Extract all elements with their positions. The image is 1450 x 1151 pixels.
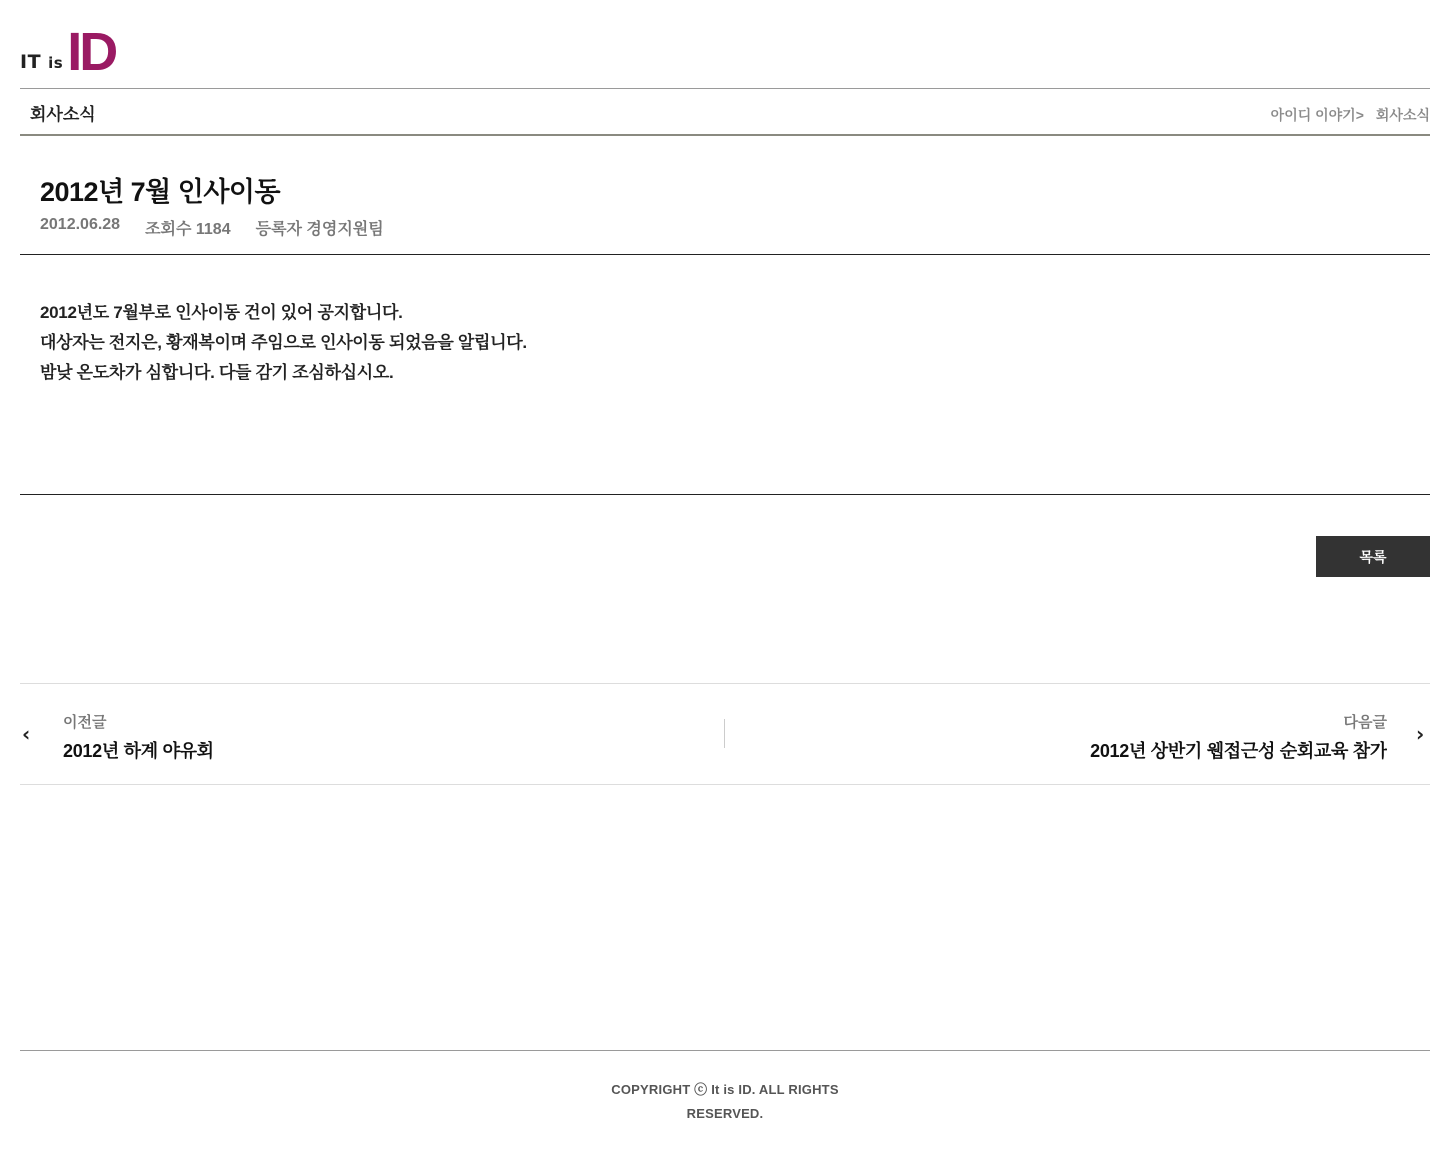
breadcrumb-item-story[interactable]: 아이디 이야기> <box>1270 107 1364 123</box>
post-title: 2012년 7월 인사이동 <box>40 177 281 207</box>
post-body-line: 대상자는 전지은, 황재복이며 주임으로 인사이동 되었음을 알립니다. <box>40 333 527 352</box>
post-views: 조회수 1184 <box>145 221 231 238</box>
copyright-line: RESERVED. <box>686 1106 764 1121</box>
footer-divider <box>20 1050 1430 1051</box>
prev-post-link[interactable]: 2012년 하계 야유회 <box>63 741 214 761</box>
post-body-line: 밤낮 온도차가 심합니다. 다들 감기 조심하십시오. <box>40 363 394 382</box>
post-meta <box>40 216 384 239</box>
post-date: 2012.06.28 <box>40 216 121 233</box>
logo-is: is <box>48 54 64 72</box>
prev-post-label: 이전글 <box>63 714 107 731</box>
nav-divider <box>724 719 725 748</box>
nav-top-divider <box>20 683 1430 684</box>
next-post-label: 다음글 <box>1343 714 1387 731</box>
section-bar <box>20 89 1430 135</box>
copyright <box>600 1078 850 1126</box>
logo-text-itis <box>20 53 63 72</box>
list-button[interactable]: 목록 <box>1316 536 1430 577</box>
site-logo[interactable] <box>20 21 116 82</box>
next-post-link[interactable]: 2012년 상반기 웹접근성 순회교육 참가 <box>1090 741 1387 761</box>
chevron-left-icon[interactable]: ‹ <box>22 722 31 746</box>
post-body <box>40 298 527 388</box>
section-title: 회사소식 <box>30 105 96 124</box>
post-body-divider <box>20 494 1430 495</box>
breadcrumb-item-news[interactable]: 회사소식 <box>1375 107 1430 123</box>
chevron-right-icon[interactable]: › <box>1416 722 1425 746</box>
post-body-line: 2012년도 7월부로 인사이동 건이 있어 공지합니다. <box>40 303 403 322</box>
nav-bottom-divider <box>20 784 1430 785</box>
logo-prefix: IT <box>20 51 42 73</box>
post-author: 등록자 경영지원팀 <box>255 221 384 238</box>
post-header-divider <box>20 254 1430 255</box>
logo-text-id: ID <box>67 21 116 82</box>
breadcrumb <box>1271 105 1430 125</box>
copyright-line: COPYRIGHT ⓒ It is ID. ALL RIGHTS <box>611 1082 839 1097</box>
section-divider <box>20 134 1430 136</box>
